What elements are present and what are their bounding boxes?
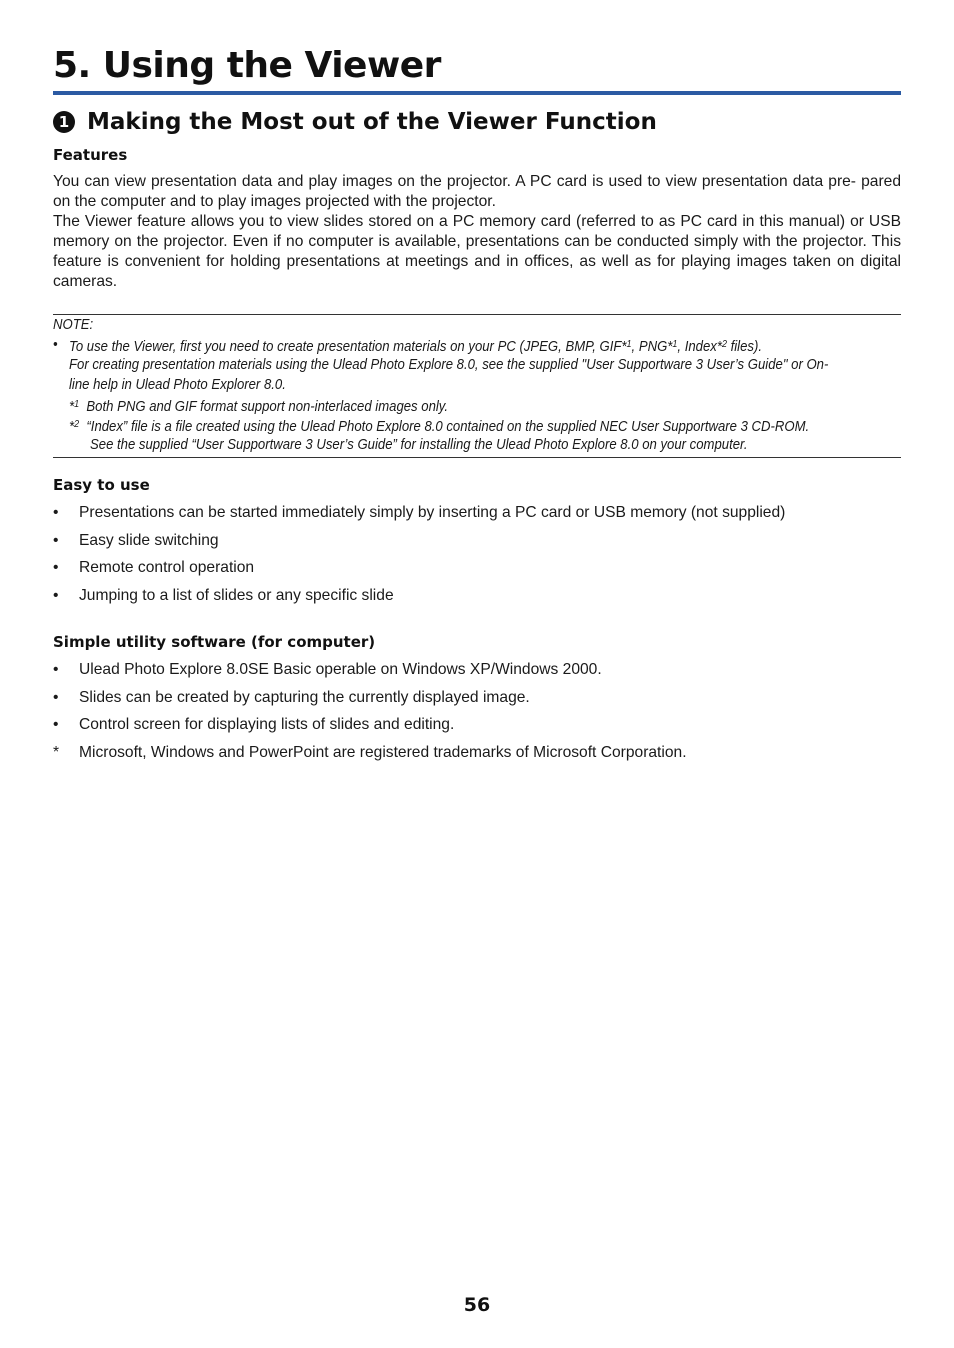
features-heading: Features bbox=[53, 146, 128, 164]
list-item-text: Easy slide switching bbox=[79, 532, 219, 549]
list-bullet: • bbox=[53, 689, 59, 706]
note-bullet: • bbox=[53, 337, 58, 353]
note-box bbox=[53, 314, 901, 458]
chapter-title: 5. Using the Viewer bbox=[53, 45, 441, 86]
easy-to-use-heading: Easy to use bbox=[53, 476, 150, 494]
note-footnote-1: *$^1$ Both PNG and GIF format support non-interlaced images only. bbox=[69, 399, 449, 415]
page-number: 56 bbox=[463, 1294, 491, 1316]
list-item-text: Slides can be created by capturing the currently displayed image. bbox=[79, 689, 530, 706]
note-footnote-2: *$^2$ “Index” file is a file created using the Ulead Photo Explore 8.0 contained on the supplied NEC User Supportware 3 CD-ROM. bbox=[69, 419, 810, 435]
list-bullet: • bbox=[53, 504, 59, 521]
section-heading bbox=[53, 107, 657, 137]
list-item-text: Remote control operation bbox=[79, 559, 255, 576]
note-line-1: To use the Viewer, first you need to create presentation materials on your PC (JPEG, BMP, GIF*$^1$, PNG*$^1$, Index*$^2$ files). bbox=[69, 339, 762, 355]
note-line-3: line help in Ulead Photo Explorer 8.0. bbox=[69, 377, 286, 393]
list-item-text: Ulead Photo Explore 8.0SE Basic operable on Windows XP/Windows 2000. bbox=[79, 661, 602, 678]
list-bullet: • bbox=[53, 716, 59, 733]
section-number-badge: 1 bbox=[53, 111, 75, 133]
section-title: Making the Most out of the Viewer Function bbox=[87, 109, 657, 135]
note-line-2: For creating presentation materials using the Ulead Photo Explore 8.0, see the supplied "User Supportware 3 User’s Guide" or On- bbox=[69, 357, 829, 373]
list-bullet: • bbox=[53, 661, 59, 678]
features-paragraph-2: The Viewer feature allows you to view slides stored on a PC memory card (referred to as PC card in this manual) or USB memory on the projector. Even if no computer is available, presentations can be conducted simply with the projector. This feature is convenient for holding presentations at meetings and in offices, as well as for playing images taken on digital cameras. bbox=[53, 213, 901, 290]
utility-heading: Simple utility software (for computer) bbox=[53, 633, 376, 651]
list-bullet: • bbox=[53, 587, 59, 604]
title-rule bbox=[53, 91, 901, 95]
list-item-text: Control screen for displaying lists of slides and editing. bbox=[79, 716, 455, 733]
list-item-text: Presentations can be started immediately simply by inserting a PC card or USB memory (not supplied) bbox=[79, 504, 786, 521]
list-asterisk: * bbox=[53, 744, 60, 761]
list-item-text: Jumping to a list of slides or any specific slide bbox=[79, 587, 394, 604]
list-bullet: • bbox=[53, 532, 59, 549]
list-item-text: Microsoft, Windows and PowerPoint are registered trademarks of Microsoft Corporation. bbox=[79, 744, 687, 761]
note-footnote-2-continued: See the supplied “User Supportware 3 User’s Guide” for installing the Ulead Photo Explore 8.0 on your computer. bbox=[90, 437, 748, 453]
features-paragraph-1: You can view presentation data and play images on the projector. A PC card is used to view presentation data pre- pared on the computer and to play images projected with the projector. bbox=[53, 173, 901, 210]
note-label: NOTE: bbox=[53, 317, 94, 333]
list-bullet: • bbox=[53, 559, 59, 576]
